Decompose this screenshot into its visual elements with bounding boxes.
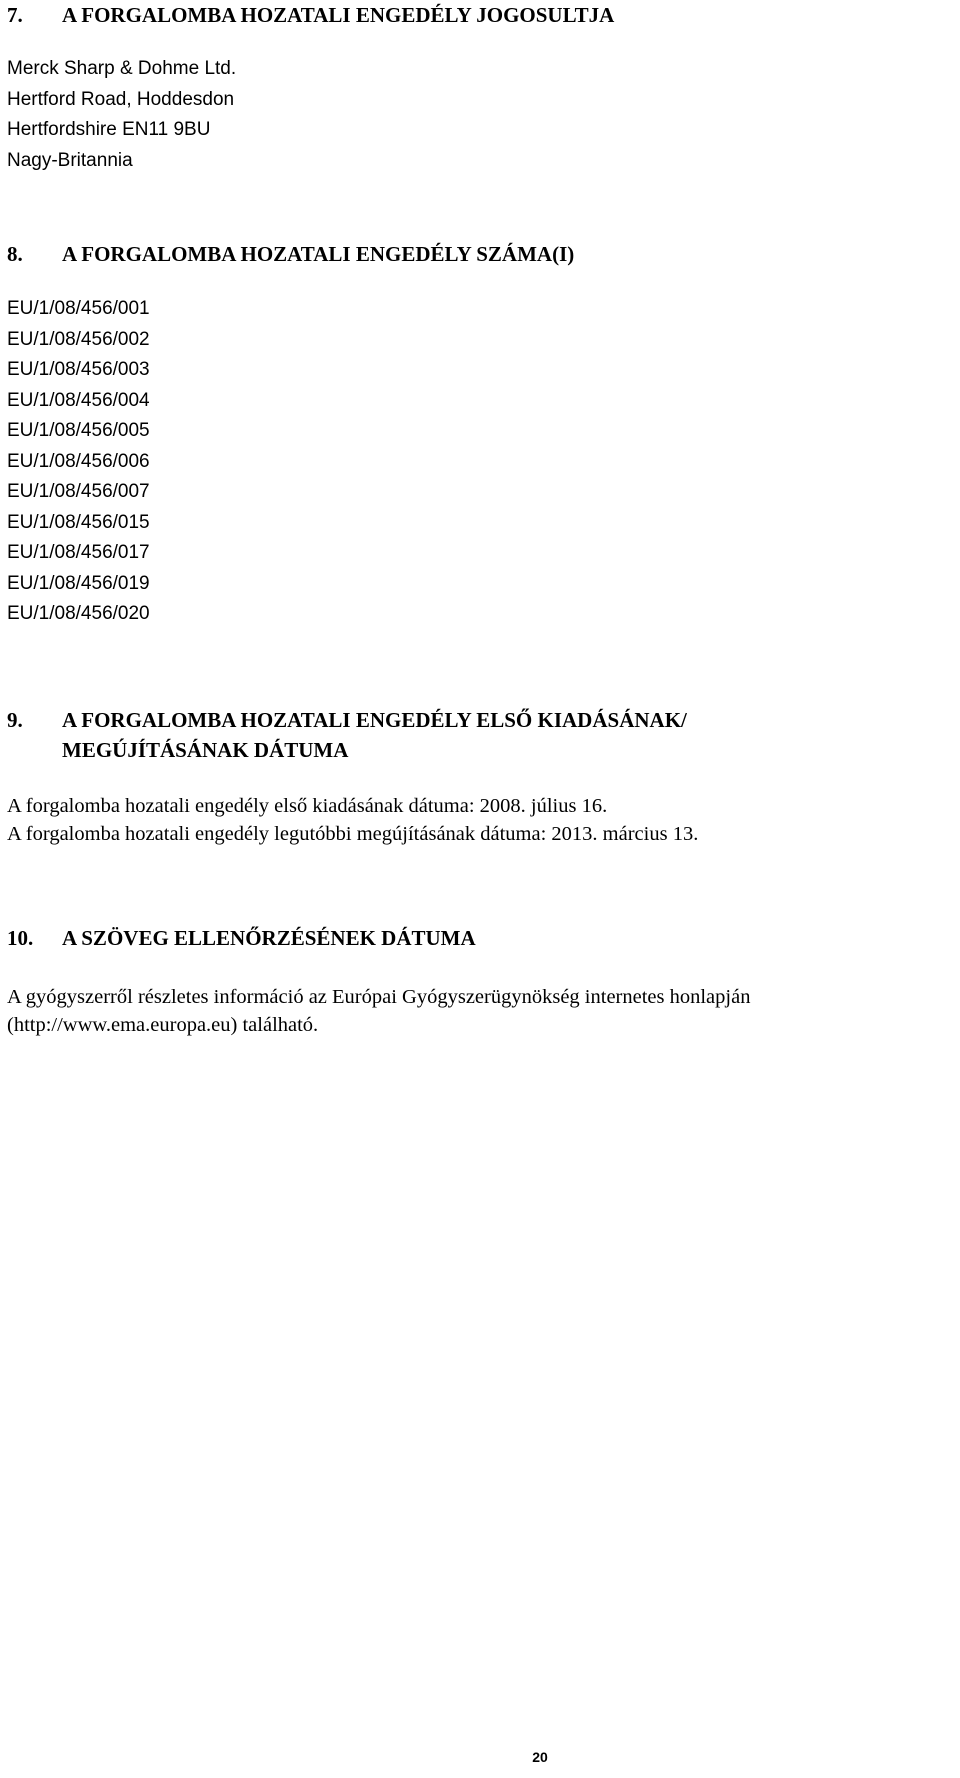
section-title: A SZÖVEG ELLENŐRZÉSÉNEK DÁTUMA (62, 926, 476, 950)
section-authorisation-numbers (0, 239, 960, 269)
ema-info-line: (http://www.ema.europa.eu) található. (7, 1013, 319, 1036)
address-line: Merck Sharp & Dohme Ltd. (7, 58, 237, 79)
holder-address (0, 54, 960, 176)
section-title: A FORGALOMBA HOZATALI ENGEDÉLY SZÁMA(I) (62, 242, 575, 266)
latest-renewal-date: A forgalomba hozatali engedély legutóbbi megújításának dátuma: 2013. március 13. (7, 822, 699, 845)
authorisation-number: EU/1/08/456/020 (7, 603, 150, 624)
ema-info-line: A gyógyszerről részletes információ az Európai Gyógyszerügynökség internetes honlapján (7, 986, 751, 1008)
authorisation-number: EU/1/08/456/003 (7, 359, 150, 380)
authorisation-dates-text (0, 793, 960, 848)
authorisation-number: EU/1/08/456/015 (7, 511, 150, 533)
authorisation-number: EU/1/08/456/017 (7, 542, 150, 563)
authorisation-number: EU/1/08/456/002 (7, 328, 150, 350)
section-heading (0, 923, 960, 953)
authorisation-number: EU/1/08/456/005 (7, 420, 150, 441)
page-number: 20 (532, 1749, 548, 1765)
authorisation-number: EU/1/08/456/006 (7, 450, 150, 472)
first-issue-date: A forgalomba hozatali engedély első kiadásának dátuma: 2008. július 16. (7, 795, 608, 817)
address-line: Hertford Road, Hoddesdon (7, 88, 235, 110)
authorisation-number: EU/1/08/456/007 (7, 481, 150, 502)
address-line: Nagy-Britannia (7, 149, 133, 171)
authorisation-number: EU/1/08/456/001 (7, 298, 150, 319)
section-authorisation-dates (0, 705, 960, 765)
authorisation-number-list (0, 294, 960, 630)
section-heading-continued (0, 735, 960, 765)
section-number: 10. (7, 926, 34, 950)
section-heading (0, 239, 960, 269)
heading-indent (0, 735, 62, 765)
authorisation-number: EU/1/08/456/004 (7, 389, 150, 411)
section-title-line: MEGÚJÍTÁSÁNAK DÁTUMA (62, 738, 349, 762)
section-number: 7. (7, 3, 23, 27)
address-line: Hertfordshire EN11 9BU (7, 119, 211, 140)
revision-info-text (0, 984, 960, 1039)
section-title-line: A FORGALOMBA HOZATALI ENGEDÉLY ELSŐ KIADÁSÁNAK/ (62, 708, 687, 732)
section-heading (0, 705, 960, 735)
section-title: A FORGALOMBA HOZATALI ENGEDÉLY JOGOSULTJA (62, 3, 615, 27)
section-marketing-authorisation-holder (0, 0, 960, 30)
section-text-revision-date (0, 923, 960, 953)
section-heading (0, 0, 960, 30)
section-number: 8. (7, 242, 23, 266)
authorisation-number: EU/1/08/456/019 (7, 572, 150, 594)
section-number: 9. (7, 708, 23, 732)
